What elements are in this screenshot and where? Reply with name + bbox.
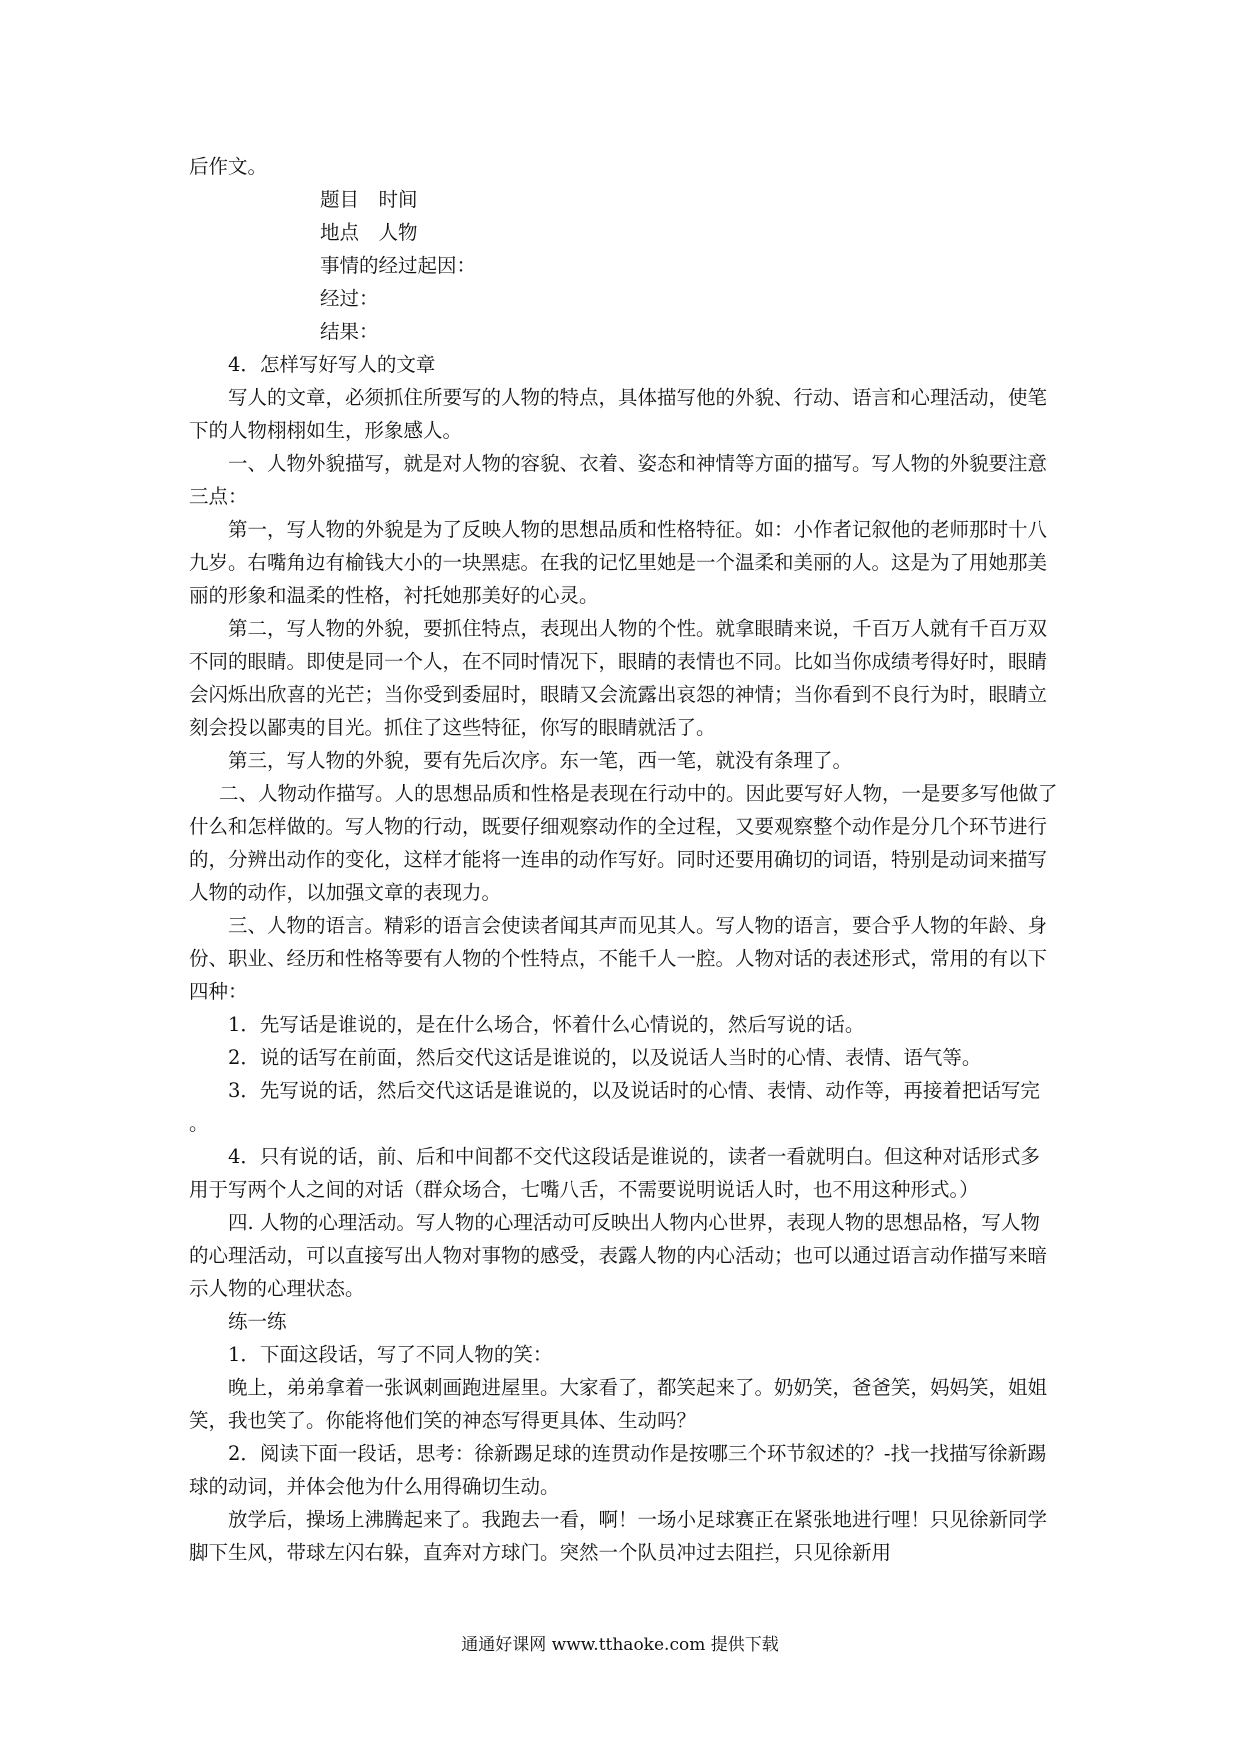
paragraph: 1．先写话是谁说的，是在什么场合，怀着什么心情说的，然后写说的话。 (228, 1013, 865, 1036)
paragraph: 2．阅读下面一段话，思考：徐新踢足球的连贯动作是按哪三个环节叙述的？-找一找描写徐新踢球的动词，并体会他为什么用得确切生动。 (189, 1442, 1047, 1498)
paragraph: 第二，写人物的外貌，要抓住特点，表现出人物的个性。就拿眼睛来说，千百万人就有千百万双不同的眼睛。即使是同一个人，在不同时情况下，眼睛的表情也不同。比如当你成绩考得好时，眼睛会闪烁出欣喜的光芒；当你受到委屈时，眼睛又会流露出哀怨的神情；当你看到不良行为时，眼睛立刻会投以鄙夷的目光。抓住了这些特征，你写的眼睛就活了。 (189, 617, 1048, 739)
paragraph: 二、人物动作描写。人的思想品质和性格是表现在行动中的。因此要写好人物，一是要多写他做了什么和怎样做的。写人物的行动，既要仔细观察动作的全过程，又要观察整个动作是分几个环节进行的，分辨出动作的变化，这样才能将一连串的动作写好。同时还要用确切的词语，特别是动词来描写人物的动作，以加强文章的表现力。 (189, 782, 1058, 904)
document-body (189, 150, 1059, 1569)
paragraph: 四. 人物的心理活动。写人物的心理活动可反映出人物内心世界，表现人物的思想品格，写人物的心理活动，可以直接写出人物对事物的感受，表露人物的内心活动；也可以通过语言动作描写来暗示人物的心理状态。 (189, 1211, 1048, 1300)
paragraph: 第一，写人物的外貌是为了反映人物的思想品质和性格特征。如：小作者记叙他的老师那时十八九岁。右嘴角边有榆钱大小的一块黑痣。在我的记忆里她是一个温柔和美丽的人。这是为了用她那美丽的形象和温柔的性格，衬托她那美好的心灵。 (189, 518, 1048, 607)
paragraph: 1．下面这段话，写了不同人物的笑： (228, 1343, 553, 1366)
page-footer: 通通好课网 www.tthaoke.com 提供下载 (461, 1635, 779, 1655)
outline-line-place-person: 地点 人物 (320, 221, 418, 244)
paragraph: 3．先写说的话，然后交代这话是谁说的，以及说话时的心情、表情、动作等，再接着把话写完。 (189, 1079, 1040, 1135)
outline-line-cause: 事情的经过起因： (320, 254, 477, 277)
paragraph: 放学后，操场上沸腾起来了。我跑去一看，啊！一场小足球赛正在紧张地进行哩！只见徐新同学脚下生风，带球左闪右躲，直奔对方球门。突然一个队员冲过去阻拦，只见徐新用 (189, 1508, 1048, 1564)
outline-line-result: 结果： (320, 320, 379, 343)
outline-line-title-time: 题目 时间 (320, 188, 418, 211)
paragraph: 一、人物外貌描写，就是对人物的容貌、衣着、姿态和神情等方面的描写。写人物的外貌要注意三点： (189, 452, 1048, 508)
paragraph: 写人的文章，必须抓住所要写的人物的特点，具体描写他的外貌、行动、语言和心理活动，使笔下的人物栩栩如生，形象感人。 (189, 386, 1048, 442)
paragraph: 三、人物的语言。精彩的语言会使读者闻其声而见其人。写人物的语言，要合乎人物的年龄、身份、职业、经历和性格等要有人物的个性特点，不能千人一腔。人物对话的表述形式，常用的有以下四种： (189, 914, 1048, 1003)
paragraph: 4．只有说的话，前、后和中间都不交代这段话是谁说的，读者一看就明白。但这种对话形式多用于写两个人之间的对话（群众场合，七嘴八舌，不需要说明说话人时，也不用这种形式。） (189, 1145, 1040, 1201)
paragraph: 后作文。 (189, 155, 268, 178)
exercise-heading: 练一练 (228, 1310, 287, 1333)
paragraph: 2．说的话写在前面，然后交代这话是谁说的，以及说话人当时的心情、表情、语气等。 (228, 1046, 982, 1069)
paragraph: 第三，写人物的外貌，要有先后次序。东一笔，西一笔，就没有条理了。 (228, 749, 853, 772)
paragraph: 晚上，弟弟拿着一张讽刺画跑进屋里。大家看了，都笑起来了。奶奶笑，爸爸笑，妈妈笑，姐姐笑，我也笑了。你能将他们笑的神态写得更具体、生动吗？ (189, 1376, 1048, 1432)
section-heading: 4．怎样写好写人的文章 (228, 353, 436, 376)
outline-line-process: 经过： (320, 287, 379, 310)
